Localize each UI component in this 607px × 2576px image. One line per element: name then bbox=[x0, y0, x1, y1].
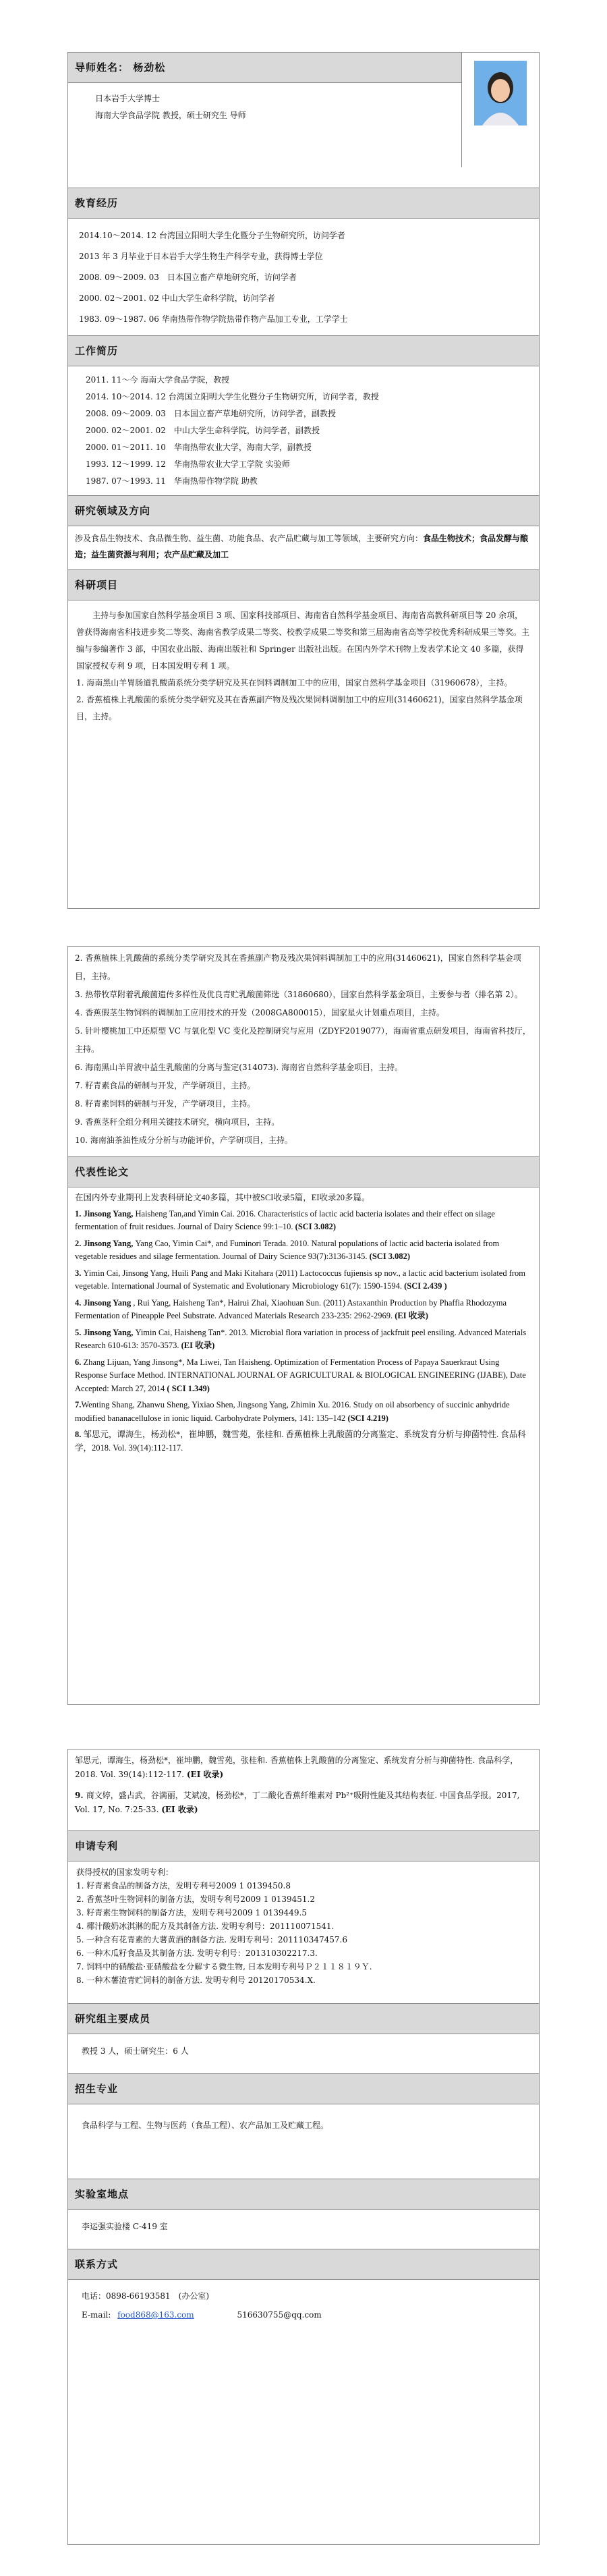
paper-index-tag: (SCI 3.082) bbox=[369, 1252, 411, 1261]
paper-number: 9. bbox=[75, 1791, 86, 1800]
project-item: 10. 海南油茶油性成分分析与功能评价，产学研项目，主持。 bbox=[75, 1136, 293, 1145]
work-item: 2014. 10～2014. 12 台湾国立阳明大学生化暨分子生物研究所，访问学者，教授 bbox=[86, 392, 379, 401]
paper-number: 2. Jinsong Yang, bbox=[75, 1238, 136, 1248]
paper-index-tag: (SCI 3.082) bbox=[295, 1222, 337, 1231]
paper-item bbox=[75, 1326, 532, 1353]
paper-index-tag: (EI 收录) bbox=[186, 1770, 224, 1779]
project-item: 2. 香蕉植株上乳酸菌的系统分类学研究及其在香蕉副产物及残次果饲料调制加工中的应用(31460621)，国家自然科学基金项目，主持。 bbox=[75, 953, 521, 981]
education-list bbox=[68, 219, 539, 335]
education-item: 2008. 09～2009. 03 日本国立畜产草地研究所，访问学者 bbox=[79, 273, 297, 282]
project-item: 1. 海南黑山羊胃肠道乳酸菌系统分类学研究及其在饲料调制加工中的应用，国家自然科学基金项目（31960678），主持。 bbox=[76, 678, 513, 688]
work-list bbox=[68, 366, 539, 495]
portrait-photo bbox=[461, 53, 539, 167]
education-item: 1983. 09～1987. 06 华南热带作物学院热带作物产品加工专业，工学学士 bbox=[79, 314, 348, 324]
education-item: 2000. 02～2001. 02 中山大学生命科学院，访问学者 bbox=[79, 293, 275, 303]
project-item: 8. 籽青素饲料的研制与开发，产学研项目，主持。 bbox=[75, 1099, 256, 1109]
projects-block bbox=[68, 600, 539, 721]
paper-number: 5. Jinsong Yang, bbox=[75, 1327, 136, 1337]
name-label: 导师姓名： bbox=[75, 61, 129, 74]
paper-citation: , Rui Yang, Haisheng Tan*, Hairui Zhai, Xiaohuan Sun. (2011) Astaxanthin Production by Phaffia Rhodozyma Fermentation of Pineapple Peel Substrate. Advanced Materials Research 233-235: 2962-2969. bbox=[75, 1297, 507, 1320]
section-team: 研究组主要成员 bbox=[68, 2003, 539, 2034]
paper-citation: Wenting Shang, Zhanwu Sheng, Yixiao Shen, Jingsong Yang, Zhimin Xu. 2016. Study on oil absorbency of succinic anhydride modified bananacellulose in ionic liquid. Carbohydrate Polymers, 141: 135–142 bbox=[75, 1400, 510, 1423]
resume-sheet-2 bbox=[67, 946, 540, 1705]
patent-item: 5. 一种含有花青素的大薯黄酒的制备方法. 发明专利号：201110347457.6 bbox=[76, 1935, 347, 1944]
paper-citation: Yimin Cai, Jinsong Yang, Huili Pang and Maki Kitahara (2011) Lactococcus fujiensis sp nov., a lactic acid bacterium isolated from vegetable. International Journal of Systematic and Evolutionary Microbiology 61(7): 1590-1594. bbox=[75, 1268, 526, 1291]
paper-item bbox=[75, 1267, 532, 1293]
contact-block bbox=[68, 2280, 539, 2331]
research-intro: 涉及食品生物技术、食品微生物、益生菌、功能食品、农产品贮藏与加工等领域，主要研究方向： bbox=[75, 534, 424, 543]
paper-number: 8. bbox=[75, 1430, 84, 1439]
paper-number: 3. bbox=[75, 1268, 84, 1278]
paper-index-tag: (SCI 2.439 ) bbox=[404, 1281, 447, 1291]
paper-index-tag: (SCI 4.219) bbox=[347, 1413, 388, 1423]
education-item: 2014.10～2014. 12 台湾国立阳明大学生化暨分子生物研究所，访问学者 bbox=[79, 231, 345, 240]
paper-item bbox=[75, 1356, 532, 1396]
paper-citation: 商文婷，盛占武，谷满丽，艾斌凌，杨劲松*，丁二酸化香蕉纤维素对 Pb²⁺吸附性能及其结构表征. 中国食品学报。2017, Vol. 17, No. 7:25-33. bbox=[75, 1791, 520, 1814]
email-link[interactable]: food868@163.com bbox=[117, 2310, 194, 2320]
education-item: 2013 年 3 月毕业于日本岩手大学生物生产科学专业，获得博士学位 bbox=[79, 252, 323, 261]
email-row bbox=[82, 2305, 525, 2324]
projects-continued bbox=[68, 947, 539, 1152]
work-item: 2011. 11～今 海南大学食品学院，教授 bbox=[86, 375, 230, 385]
paper-item bbox=[75, 1208, 532, 1234]
paper-number: 7. bbox=[75, 1400, 82, 1409]
projects-intro: 主持与参加国家自然科学基金项目 3 项、国家科技部项目、海南省自然科学基金项目、海南省高教科研项目等 20 余项，曾获得海南省科技进步奖二等奖、海南省教学成果二等奖、校教学成果二等奖和第三届海南省高等学校优秀科研成果三等奖。主编与参编著作 3 部，中国农业出版、海南出版社和 Springer 出版社出版。在国内外学术刊物上发表学术论文 40 多篇，获得国家授权专利 9 项，日本国发明专利 1 项。 bbox=[76, 611, 530, 671]
title-line: 海南大学食品学院 教授，硕士研究生 导师 bbox=[95, 111, 246, 120]
project-item: 4. 香蕉假茎生物饲料的调制加工应用技术的开发（2008GA800015），国家星火计划重点项目，主持。 bbox=[75, 1008, 444, 1017]
patent-item: 3. 籽青素生物饲料的制备方法，发明专利号2009 1 0139449.5 bbox=[76, 1908, 307, 1917]
papers-list bbox=[68, 1187, 539, 1453]
research-text bbox=[68, 526, 539, 567]
paper-item bbox=[75, 1789, 532, 1817]
paper-item bbox=[75, 1297, 532, 1323]
section-enroll: 招生专业 bbox=[68, 2073, 539, 2104]
paper-item-partial bbox=[75, 1428, 532, 1453]
paper-index-tag: (EI 收录) bbox=[395, 1311, 428, 1320]
work-item: 2000. 02～2001. 02 中山大学生命科学院，访问学者，副教授 bbox=[86, 426, 320, 435]
project-item-partial bbox=[76, 692, 531, 721]
paper-citation: Yang Cao, Yimin Cai*, and Fuminori Terada. 2010. Natural populations of lactic acid bacteria isolated from vegetable residues and silage fermentation. Journal of Dairy Science 93(7):3136-3145. bbox=[75, 1238, 500, 1261]
paper-item bbox=[75, 1399, 532, 1425]
papers-continued bbox=[68, 1749, 539, 1821]
work-item: 1987. 07～1993. 11 华南热带作物学院 助教 bbox=[86, 476, 258, 486]
enroll-text: 食品科学与工程、生物与医药（食品工程）、农产品加工及贮藏工程。 bbox=[82, 2121, 329, 2130]
paper-item bbox=[75, 1237, 532, 1264]
patent-item: 6. 一种木瓜籽食品及其制备方法. 发明专利号：201310302217.3. bbox=[76, 1949, 318, 1958]
section-contact: 联系方式 bbox=[68, 2249, 539, 2280]
qq-email: 516630755@qq.com bbox=[237, 2310, 322, 2320]
research-directions: 食品生物技术；食品发酵与酿造；益生菌资源与利用；农产品贮藏及加工 bbox=[75, 534, 529, 559]
work-item: 1993. 12～1999. 12 华南热带农业大学工学院 实验师 bbox=[86, 459, 290, 469]
paper-index-tag: ( SCI 1.349) bbox=[167, 1383, 210, 1393]
paper-item bbox=[75, 1754, 532, 1782]
section-education: 教育经历 bbox=[68, 188, 539, 219]
project-item: 9. 香蕉茎秆全组分利用关键技术研究，横向项目，主持。 bbox=[75, 1117, 280, 1127]
section-work: 工作简历 bbox=[68, 335, 539, 366]
section-lab: 实验室地点 bbox=[68, 2179, 539, 2210]
paper-number: 1. Jinsong Yang, bbox=[75, 1208, 136, 1219]
project-item: 3. 热带牧草附着乳酸菌遗传多样性及优良青贮乳酸菌筛选（31860680），国家自然科学基金项目，主要参与者（排名第 2）。 bbox=[75, 990, 523, 999]
patent-item: 1. 籽青素食品的制备方法，发明专利号2009 1 0139450.8 bbox=[76, 1881, 291, 1891]
paper-citation: 邹思元，谭海生，杨劲松*，崔坤鹏，魏雪苑，张桂和. 香蕉植株上乳酸菌的分离鉴定、系统发育分析与抑菌特性. 食品科学，2018. Vol. 39(14):112-117. bbox=[75, 1756, 519, 1779]
work-item: 2000. 01～2011. 10 华南热带农业大学，海南大学，副教授 bbox=[86, 443, 312, 452]
resume-sheet-1 bbox=[67, 52, 540, 909]
section-papers: 代表性论文 bbox=[68, 1156, 539, 1187]
patents-intro: 获得授权的国家发明专利： bbox=[76, 1868, 174, 1877]
papers-intro: 在国内外专业期刊上发表科研论文40多篇，其中被SCI收录5篇，EI收录20多篇。 bbox=[75, 1193, 370, 1202]
email-label: E-mail: bbox=[82, 2310, 111, 2320]
advisor-name: 杨劲松 bbox=[133, 61, 166, 74]
patents-list bbox=[68, 1861, 539, 1991]
project-item: 7. 籽青素食品的研制与开发，产学研项目，主持。 bbox=[75, 1081, 256, 1090]
phone-text: 电话：0898-66193581 (办公室) bbox=[82, 2291, 210, 2301]
section-research: 研究领域及方向 bbox=[68, 495, 539, 526]
paper-citation: Haisheng Tan,and Yimin Cai. 2016. Characteristics of lactic acid bacteria isolates and their effect on silage fermentation of fruit residues. Journal of Dairy Science 99:1–10. bbox=[75, 1208, 495, 1231]
paper-citation: Zhang Lijuan, Yang Jinsong*, Ma Liwei, Tan Haisheng. Optimization of Fermentation Process of Papaya Sauerkraut Using Response Surface Method. INTERNATIONAL JOURNAL OF AGRICULTURAL & BIOLOGICAL ENGINEERING (IJABE), Date Accepted: March 27, 2014 bbox=[75, 1357, 526, 1393]
patent-item: 7. 饲料中的硝酸盐·亚硝酸盐を分解する微生物, 日本发明专利号Ｐ２１１８１９Ｙ. bbox=[76, 1962, 372, 1971]
project-item: 5. 针叶樱桃加工中还原型 VC 与氧化型 VC 变化及控制研究与应用（ZDYF2019077），海南省重点研发项目，海南省科技厅，主持。 bbox=[75, 1026, 531, 1054]
patent-item: 2. 香蕉茎叶生物饲料的制备方法，发明专利号2009 1 0139451.2 bbox=[76, 1895, 315, 1904]
paper-index-tag: (EI 收录) bbox=[161, 1805, 198, 1814]
work-item: 2008. 09～2009. 03 日本国立畜产草地研究所，访问学者，副教授 bbox=[86, 409, 336, 418]
project-item: 6. 海南黑山羊胃液中益生乳酸菌的分离与鉴定(314073). 海南省自然科学基金项目，主持。 bbox=[75, 1063, 403, 1072]
section-patents: 申请专利 bbox=[68, 1830, 539, 1861]
lab-text: 李运强实验楼 C-419 室 bbox=[82, 2222, 168, 2231]
paper-citation: 邹思元，谭海生，杨劲松*，崔坤鹏，魏雪苑，张桂和. 香蕉植株上乳酸菌的分离鉴定、系统发育分析与抑菌特性. 食品科学，2018. Vol. 39(14):112-117. bbox=[75, 1430, 526, 1453]
patent-item: 4. 椰汁酸奶冰淇淋的配方及其制备方法. 发明专利号：201110071541. bbox=[76, 1922, 335, 1931]
patent-item: 8. 一种木薯渣青贮饲料的制备方法. 发明专利号 20120170534.X. bbox=[76, 1976, 316, 1985]
paper-citation: Yimin Cai, Haisheng Tan*. 2013. Microbial flora variation in process of jackfruit peel ensiling. Advanced Materials Research 610-613: 3570-3573. bbox=[75, 1327, 527, 1350]
paper-index-tag: (EI 收录) bbox=[181, 1341, 215, 1350]
team-text: 教授 3 人，硕士研究生：6 人 bbox=[82, 2046, 189, 2056]
project-item-2-start: 2. 香蕉植株上乳酸菌的系统分类学研究及其在香蕉副产物及残次果饲料调制加工中的应用(31460621)，国家自然科学基金项目，主持。 bbox=[76, 695, 523, 721]
paper-number: 4. Jinsong Yang bbox=[75, 1297, 134, 1308]
paper-number: 6. bbox=[75, 1357, 84, 1367]
degree-line: 日本岩手大学博士 bbox=[95, 94, 161, 103]
resume-sheet-3 bbox=[67, 1749, 540, 2545]
section-projects: 科研项目 bbox=[68, 569, 539, 600]
